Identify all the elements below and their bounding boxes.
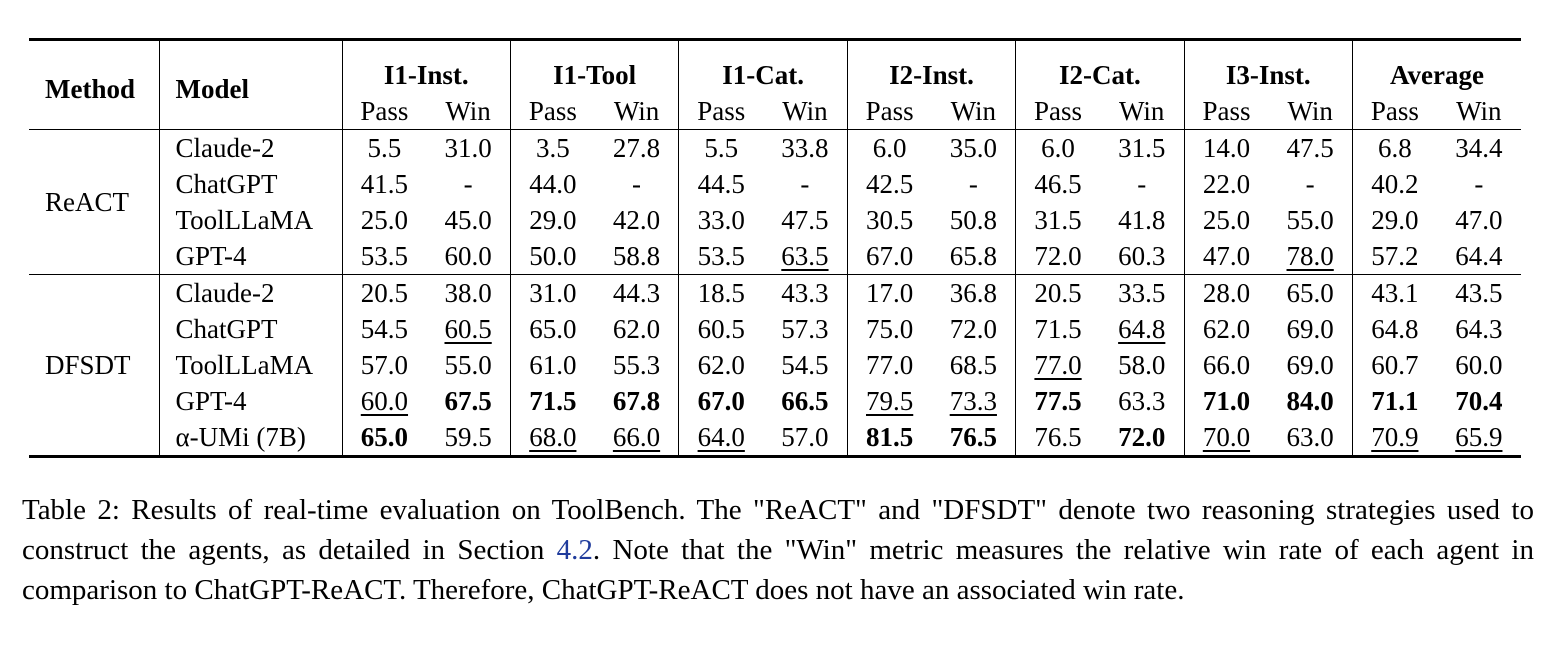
model-cell: Claude-2 <box>159 275 342 312</box>
value-cell: 42.5 <box>866 169 914 199</box>
value-cell: 65.0 <box>529 314 577 344</box>
value-cell: 29.0 <box>529 205 577 235</box>
value-cell: 29.0 <box>1371 205 1419 235</box>
value-cell: 66.5 <box>763 383 847 419</box>
table-row <box>29 275 1521 312</box>
value-cell: 60.5 <box>426 311 510 347</box>
value-cell: 71.1 <box>1371 386 1419 416</box>
value-cell: 60.5 <box>697 314 745 344</box>
model-cell: ToolLLaMA <box>159 347 342 383</box>
value-cell: 3.5 <box>510 130 594 167</box>
value-cell: 62.0 <box>1202 314 1251 344</box>
value-cell: 78.0 <box>1268 238 1352 275</box>
table-row <box>29 419 1521 457</box>
header-win: Win <box>763 93 847 130</box>
value-cell: 67.8 <box>595 383 679 419</box>
header-pass: Pass <box>360 96 409 126</box>
value-cell: 70.0 <box>1202 422 1251 452</box>
table-row <box>29 383 1521 419</box>
value-cell: 53.5 <box>360 241 409 271</box>
header-win: Win <box>1100 93 1184 130</box>
model-cell: α-UMi (7B) <box>159 419 342 457</box>
value-cell: 63.0 <box>1268 419 1352 457</box>
table-row <box>29 347 1521 383</box>
header-group: I2-Inst. <box>847 40 1015 94</box>
value-cell: 5.5 <box>679 130 763 167</box>
value-cell: 53.5 <box>697 241 745 271</box>
value-cell: 84.0 <box>1268 383 1352 419</box>
section-link[interactable]: 4.2 <box>556 534 593 566</box>
value-cell: 44.0 <box>529 169 577 199</box>
value-cell: 38.0 <box>426 275 510 312</box>
value-cell: 50.8 <box>931 202 1015 238</box>
value-cell: 22.0 <box>1202 169 1251 199</box>
value-cell: - <box>1268 166 1352 202</box>
value-cell: 31.5 <box>1034 205 1082 235</box>
value-cell: 76.5 <box>1034 422 1082 452</box>
value-cell: 14.0 <box>1184 130 1268 167</box>
value-cell: - <box>595 166 679 202</box>
model-cell: ChatGPT <box>159 311 342 347</box>
value-cell: 65.0 <box>360 422 409 452</box>
value-cell: 43.5 <box>1437 275 1521 312</box>
value-cell: - <box>1100 166 1184 202</box>
value-cell: 42.0 <box>595 202 679 238</box>
table-body <box>29 130 1521 457</box>
value-cell: 67.5 <box>426 383 510 419</box>
value-cell: 63.5 <box>763 238 847 275</box>
caption-text-end: . Note that the "Win" metric measures the relative win rate of each agent in comparison to ChatGPT-ReACT. Therefore, ChatGPT-ReACT does not have an associated win rate. <box>22 534 1534 606</box>
value-cell: 41.5 <box>360 169 409 199</box>
header-win: Win <box>595 93 679 130</box>
header-group: I3-Inst. <box>1184 40 1352 94</box>
value-cell: - <box>426 166 510 202</box>
value-cell: - <box>763 166 847 202</box>
value-cell: 54.5 <box>763 347 847 383</box>
value-cell: 65.9 <box>1455 422 1503 452</box>
value-cell: 60.3 <box>1100 238 1184 275</box>
value-cell: 18.5 <box>679 275 763 312</box>
model-cell: GPT-4 <box>159 238 342 275</box>
value-cell: 60.7 <box>1371 350 1419 380</box>
value-cell: 66.0 <box>1202 350 1251 380</box>
value-cell: 75.0 <box>866 314 914 344</box>
value-cell: 61.0 <box>529 350 577 380</box>
value-cell: 71.0 <box>1202 386 1251 416</box>
value-cell: 40.2 <box>1371 169 1419 199</box>
value-cell: 30.5 <box>866 205 914 235</box>
value-cell: 66.0 <box>595 419 679 457</box>
value-cell: 72.0 <box>931 311 1015 347</box>
value-cell: 81.5 <box>866 422 914 452</box>
value-cell: 70.9 <box>1371 422 1419 452</box>
header-method: Method <box>29 40 159 130</box>
value-cell: 57.0 <box>360 350 409 380</box>
model-cell: Claude-2 <box>159 130 342 167</box>
value-cell: 68.5 <box>931 347 1015 383</box>
value-cell: 79.5 <box>866 386 914 416</box>
value-cell: 25.0 <box>360 205 409 235</box>
value-cell: 44.5 <box>697 169 745 199</box>
value-cell: 62.0 <box>595 311 679 347</box>
value-cell: 5.5 <box>342 130 426 167</box>
value-cell: 33.8 <box>763 130 847 167</box>
value-cell: 58.8 <box>595 238 679 275</box>
model-cell: ChatGPT <box>159 166 342 202</box>
caption-text-start: Table 2: Results of real-time evaluation on ToolBench. The "ReACT" and "DFSDT" denote two reasoning strategies used to construct the agents, as detailed in Section <box>22 494 1534 566</box>
value-cell: 43.3 <box>763 275 847 312</box>
value-cell: 43.1 <box>1353 275 1437 312</box>
value-cell: 20.5 <box>342 275 426 312</box>
value-cell: 47.0 <box>1202 241 1251 271</box>
method-cell: ReACT <box>29 130 159 275</box>
value-cell: 31.5 <box>1100 130 1184 167</box>
value-cell: 71.5 <box>1034 314 1082 344</box>
value-cell: 60.0 <box>426 238 510 275</box>
model-cell: ToolLLaMA <box>159 202 342 238</box>
value-cell: 63.3 <box>1100 383 1184 419</box>
value-cell: 64.8 <box>1100 311 1184 347</box>
header-pass: Pass <box>697 96 746 126</box>
value-cell: 50.0 <box>529 241 577 271</box>
value-cell: 6.8 <box>1353 130 1437 167</box>
model-cell: GPT-4 <box>159 383 342 419</box>
value-cell: 76.5 <box>931 419 1015 457</box>
value-cell: 77.0 <box>1034 350 1082 380</box>
value-cell: 64.4 <box>1455 241 1503 271</box>
value-cell: 58.0 <box>1100 347 1184 383</box>
value-cell: 47.0 <box>1455 205 1503 235</box>
header-win: Win <box>426 93 510 130</box>
value-cell: 17.0 <box>847 275 931 312</box>
value-cell: 6.0 <box>847 130 931 167</box>
value-cell: 41.8 <box>1100 202 1184 238</box>
value-cell: 57.0 <box>763 419 847 457</box>
value-cell: 6.0 <box>1016 130 1100 167</box>
value-cell: 33.5 <box>1100 275 1184 312</box>
value-cell: 27.8 <box>595 130 679 167</box>
value-cell: 55.0 <box>426 347 510 383</box>
value-cell: 55.0 <box>1268 202 1352 238</box>
header-group: Average <box>1390 60 1484 90</box>
header-pass: Pass <box>865 96 914 126</box>
value-cell: 73.3 <box>931 383 1015 419</box>
table-row <box>29 130 1521 167</box>
value-cell: 45.0 <box>426 202 510 238</box>
value-cell: 67.0 <box>697 386 745 416</box>
table-row <box>29 166 1521 202</box>
value-cell: 31.0 <box>510 275 594 312</box>
value-cell: 59.5 <box>426 419 510 457</box>
header-model: Model <box>159 40 342 130</box>
table-row <box>29 202 1521 238</box>
value-cell: 69.0 <box>1268 311 1352 347</box>
value-cell: 72.0 <box>1034 241 1082 271</box>
value-cell: 44.3 <box>595 275 679 312</box>
value-cell: 70.4 <box>1455 386 1503 416</box>
header-group: I1-Inst. <box>342 40 510 94</box>
value-cell: 69.0 <box>1268 347 1352 383</box>
value-cell: 28.0 <box>1184 275 1268 312</box>
value-cell: 64.8 <box>1371 314 1419 344</box>
value-cell: 31.0 <box>426 130 510 167</box>
header-win: Win <box>1268 93 1352 130</box>
table-row <box>29 311 1521 347</box>
value-cell: 47.5 <box>763 202 847 238</box>
value-cell: 62.0 <box>697 350 745 380</box>
value-cell: 47.5 <box>1268 130 1352 167</box>
header-group: I2-Cat. <box>1016 40 1184 94</box>
value-cell: - <box>931 166 1015 202</box>
value-cell: 60.0 <box>1455 350 1503 380</box>
value-cell: 65.0 <box>1268 275 1352 312</box>
table-row <box>29 238 1521 275</box>
results-table-container <box>29 38 1521 458</box>
value-cell: 55.3 <box>595 347 679 383</box>
value-cell: 57.2 <box>1371 241 1419 271</box>
value-cell: - <box>1474 169 1484 199</box>
value-cell: 34.4 <box>1437 130 1521 167</box>
value-cell: 71.5 <box>529 386 577 416</box>
header-win: Win <box>1456 96 1502 126</box>
value-cell: 33.0 <box>697 205 745 235</box>
value-cell: 77.0 <box>866 350 914 380</box>
value-cell: 54.5 <box>360 314 409 344</box>
value-cell: 67.0 <box>866 241 914 271</box>
header-pass: Pass <box>1370 96 1419 126</box>
header-group: I1-Tool <box>510 40 678 94</box>
value-cell: 77.5 <box>1034 386 1082 416</box>
results-table <box>29 38 1521 458</box>
method-cell: DFSDT <box>29 275 159 457</box>
value-cell: 68.0 <box>529 422 577 452</box>
value-cell: 20.5 <box>1016 275 1100 312</box>
value-cell: 65.8 <box>931 238 1015 275</box>
table-caption <box>22 490 1534 610</box>
header-win: Win <box>931 93 1015 130</box>
value-cell: 25.0 <box>1202 205 1251 235</box>
value-cell: 46.5 <box>1034 169 1082 199</box>
header-pass: Pass <box>528 96 577 126</box>
value-cell: 64.3 <box>1455 314 1503 344</box>
header-group: I1-Cat. <box>679 40 847 94</box>
value-cell: 72.0 <box>1100 419 1184 457</box>
header-pass: Pass <box>1202 96 1251 126</box>
value-cell: 64.0 <box>697 422 745 452</box>
value-cell: 60.0 <box>360 386 409 416</box>
header-pass: Pass <box>1034 96 1083 126</box>
value-cell: 57.3 <box>763 311 847 347</box>
value-cell: 36.8 <box>931 275 1015 312</box>
value-cell: 35.0 <box>931 130 1015 167</box>
